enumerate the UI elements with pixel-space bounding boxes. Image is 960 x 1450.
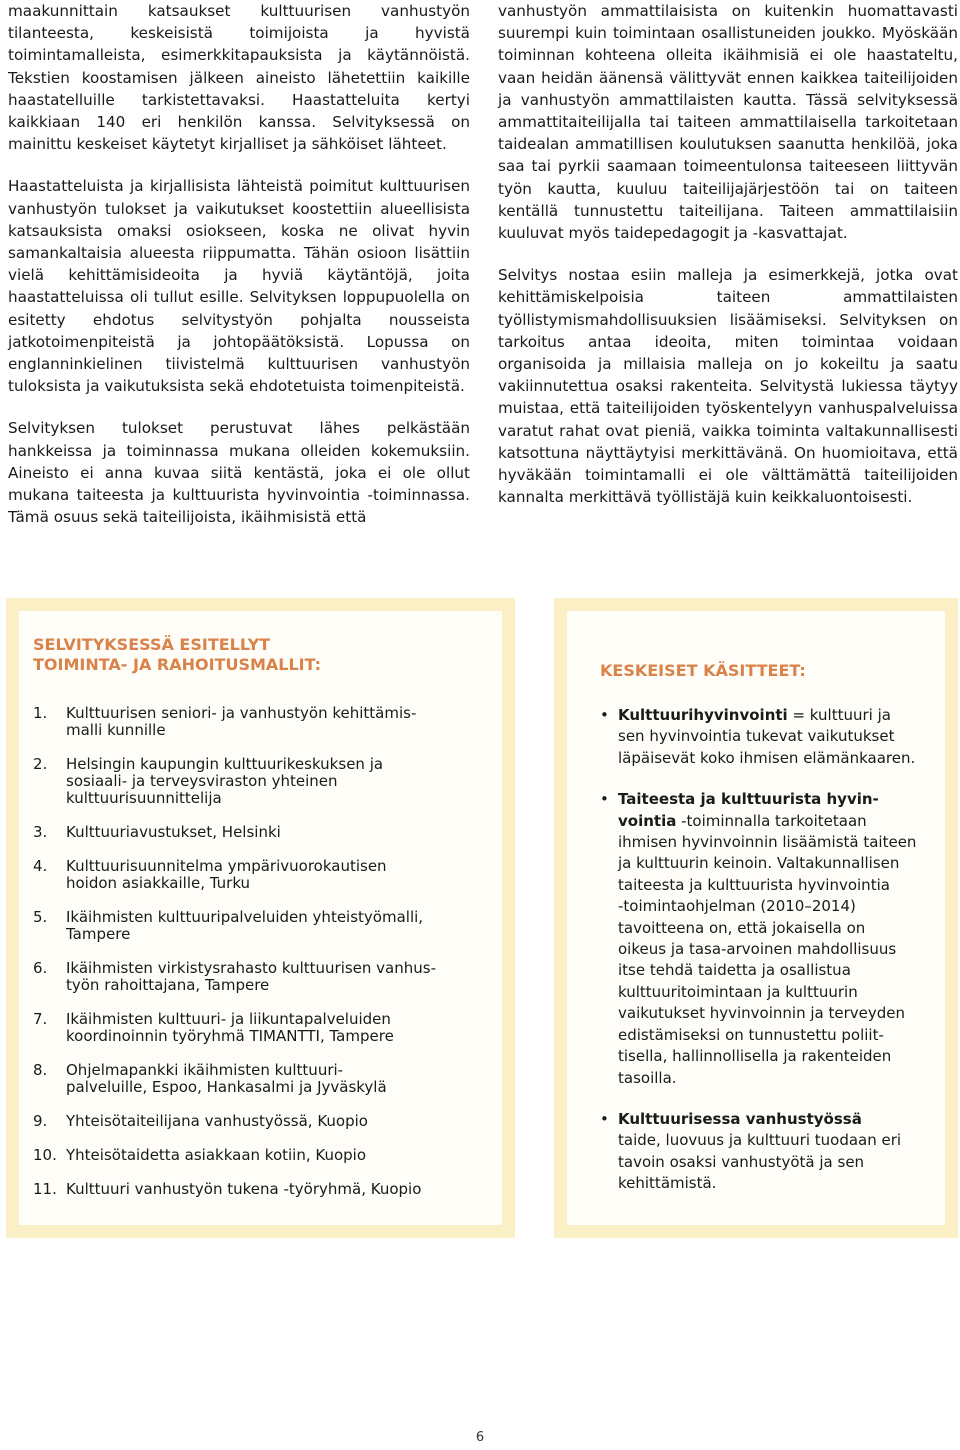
item-text-line: Tampere xyxy=(66,925,131,943)
concept-text: -toiminnalla tarkoitetaan xyxy=(676,811,867,830)
item-text-line: Ikäihmisten virkistysrahasto kulttuurisen vanhus- xyxy=(66,959,436,977)
item-text-line: kulttuurisuunnittelija xyxy=(66,789,222,807)
models-list xyxy=(33,705,488,1198)
item-text xyxy=(66,1113,488,1130)
item-number: 1. xyxy=(33,704,48,722)
paragraph: vanhustyön ammattilaisista on kuitenkin huomattavasti suurempi kuin toimintaan osallistuneiden joukko. Myöskään toiminnan kohteena olleita ikäihmisiä ei ole haastateltu, vaan heidän äänensä välittyvät ennen kaikkea taiteilijoiden ja vanhustyön ammattilaisten kautta. Tässä selvityksessä ammattitaiteilijalla tai taiteen ammattilaisella tarkoitetaan taidealan ammatillisen koulutuksen saanutta henkilöä, joka saa tai pyrkii saamaan toimeentulonsa taiteeseen liittyvän työn kautta, kuuluu taiteilijajärjestöön tai on taiteen kentällä tunnustettu taiteilijana. Taiteen ammattilaisiin kuuluvat myös taidepedagogit ja -kasvattajat. xyxy=(498,2,958,243)
item-number: 10. xyxy=(33,1146,57,1164)
concept-line xyxy=(618,811,931,832)
bullet-icon: • xyxy=(600,1109,609,1128)
concept-term: vointia xyxy=(618,811,677,830)
model-list-item xyxy=(33,1011,488,1045)
bullet-icon: • xyxy=(600,706,609,724)
item-text-line: Yhteisötaidetta asiakkaan kotiin, Kuopio xyxy=(66,1146,367,1164)
item-text-line: Ikäihmisten kulttuuri- ja liikuntapalveluiden xyxy=(66,1010,391,1028)
concept-text: itse tehdä taidetta ja osallistua xyxy=(618,961,851,980)
item-text-line: sosiaali- ja terveysviraston yhteinen xyxy=(66,772,338,790)
concept-term: Kulttuurisessa vanhustyössä xyxy=(618,1109,862,1128)
concept-line xyxy=(618,1109,931,1130)
item-number: 8. xyxy=(33,1061,48,1079)
item-text xyxy=(66,1011,488,1045)
item-text xyxy=(66,1062,488,1096)
concept-text: oikeus ja tasa-arvoinen mahdollisuus xyxy=(618,940,897,959)
item-number: 4. xyxy=(33,857,48,875)
concept-text: edistämiseksi on tunnustettu poliit- xyxy=(618,1025,884,1044)
concept-text: taide, luovuus ja kulttuuri tuodaan eri xyxy=(618,1131,902,1150)
concept-list-item xyxy=(600,705,931,769)
item-text xyxy=(66,909,488,943)
item-text-line: Kulttuurisuunnitelma ympärivuorokautisen xyxy=(66,857,387,875)
model-list-item xyxy=(33,858,488,892)
model-list-item xyxy=(33,1147,488,1164)
paragraph: Selvityksen tulokset perustuvat lähes pelkästään hankkeissa ja toiminnassa mukana olleiden kokemuksiin. Aineisto ei anna kuvaa siitä kentästä, joka ei ole ollut mukana taiteesta ja kulttuurista hyvinvointia -toiminnassa. Tämä osuus sekä taiteilijoista, ikäihmisistä että xyxy=(8,419,470,527)
left-text-column xyxy=(8,0,470,548)
concept-term: Kulttuurihyvinvointi xyxy=(618,706,788,724)
concept-list-item xyxy=(600,1109,931,1195)
concept-list-item xyxy=(600,789,931,1089)
model-list-item xyxy=(33,1113,488,1130)
concept-term: Taiteesta ja kulttuurista hyvin- xyxy=(618,790,879,809)
concept-text: kehittämistä. xyxy=(618,1174,717,1193)
concept-text: tavoitteena on, että jokaisella on xyxy=(618,918,866,937)
item-text-line: Helsingin kaupungin kulttuurikeskuksen ja xyxy=(66,755,384,773)
concept-text: tasoilla. xyxy=(618,1068,677,1087)
concept-text: = kulttuuri ja xyxy=(787,706,891,724)
item-number: 11. xyxy=(33,1180,57,1198)
concept-text: sen hyvinvointia tukevat vaikutukset xyxy=(618,727,895,746)
concept-text: tavoin osaksi vanhustyötä ja sen xyxy=(618,1152,865,1171)
item-number: 7. xyxy=(33,1010,48,1028)
concept-text: tisella, hallinnollisella ja rakenteiden xyxy=(618,1047,892,1066)
item-text xyxy=(66,858,488,892)
item-text xyxy=(66,1181,488,1198)
model-list-item xyxy=(33,824,488,841)
heading-line: SELVITYKSESSÄ ESITELLYT xyxy=(33,635,271,654)
item-text-line: hoidon asiakkaille, Turku xyxy=(66,874,251,892)
paragraph: maakunnittain katsaukset kulttuurisen vanhustyön tilanteesta, keskeisistä toimijoista ja hyvistä toimintamalleista, esimerkkitapauksista ja käytännöistä. Tekstien koostamisen jälkeen aineisto lähetettiin kaikille haastatelluille tarkistettavaksi. Haastatteluita kertyi kaikkiaan 140 eri henkilön kanssa. Selvityksessä on mainittu keskeiset käytetyt kirjalliset ja sähköiset lähteet. xyxy=(8,2,470,154)
item-number: 6. xyxy=(33,959,48,977)
concept-text: ja kulttuurin keinoin. Valtakunnallisen xyxy=(618,854,900,873)
item-text-line: koordinoinnin työryhmä TIMANTTI, Tampere xyxy=(66,1027,394,1045)
model-list-item xyxy=(33,909,488,943)
heading-line: TOIMINTA- JA RAHOITUSMALLIT: xyxy=(33,655,322,674)
item-text-line: Kulttuuri vanhustyön tukena -työryhmä, Kuopio xyxy=(66,1180,422,1198)
item-text xyxy=(66,960,488,994)
item-text-line: palveluille, Espoo, Hankasalmi ja Jyväskylä xyxy=(66,1078,387,1096)
item-number: 3. xyxy=(33,823,48,841)
concept-text: ihmisen hyvinvoinnin lisäämistä taiteen xyxy=(618,833,917,852)
models-box-heading xyxy=(33,635,488,675)
page-number: 6 xyxy=(475,1430,485,1445)
item-number: 9. xyxy=(33,1112,48,1130)
bullet-icon: • xyxy=(600,790,609,809)
paragraph: Selvitys nostaa esiin malleja ja esimerkkejä, jotka ovat kehittämiskelpoisia taiteen ammattilaisten työllistymismahdollisuuksien lisäämiseksi. Selvityksen on tarkoitus antaa ideoita, miten toimintaa voidaan organisoida ja millaisia malleja on jo kokeiltu ja saatu vakiinnutettua osaksi rakenteita. Selvitystä lukiessa täytyy muistaa, että taiteilijoiden työskentelyyn vanhuspalveluissa varatut rahat ovat pieniä, vaikka toiminta valtakunnallisesti katsottuna näyttäytyisi merkittävänä. On huomioitava, että hyväkään toimintamalli ei ole välttämättä taiteilijoiden kannalta merkittävä työllistäjä kuin keikkaluontoisesti. xyxy=(498,266,958,507)
item-text-line: Yhteisötaiteilijana vanhustyössä, Kuopio xyxy=(66,1112,368,1130)
model-list-item xyxy=(33,960,488,994)
concepts-list xyxy=(600,705,931,1195)
concept-line xyxy=(618,705,931,726)
models-box xyxy=(6,598,515,1238)
model-list-item xyxy=(33,756,488,807)
concept-text: kulttuuritoimintaan ja kulttuurin xyxy=(618,982,858,1001)
item-number: 5. xyxy=(33,908,48,926)
paragraph: Haastatteluista ja kirjallisista lähteistä poimitut kulttuurisen vanhustyön tulokset ja vaikutukset koostettiin alueellisista katsauksista omaksi osiokseen, koska ne olivat hyvin samankaltaisia alueesta riippumatta. Tähän osioon lisättiin vielä kehittämisideoita ja hyviä käytäntöjä, joita haastatteluissa oli tullut esille. Selvityksen loppupuolella on esitetty ehdotus selvitystyön pohjalta nousseista jatkotoimenpiteistä ja johtopäätöksistä. Lopussa on englanninkielinen tiivistelmä kulttuurisen vanhustyön tuloksista ja vaikutuksista sekä ehdotetuista toimenpiteistä. xyxy=(8,177,470,396)
item-number: 2. xyxy=(33,755,48,773)
concept-text: vaikutukset hyvinvoinnin ja terveyden xyxy=(618,1004,905,1023)
item-text xyxy=(66,824,488,841)
concept-text: -toimintaohjelman (2010–2014) xyxy=(618,897,856,916)
model-list-item xyxy=(33,1062,488,1096)
item-text xyxy=(66,1147,488,1164)
concepts-box xyxy=(554,598,958,1238)
item-text-line: malli kunnille xyxy=(66,721,166,739)
item-text-line: Ohjelmapankki ikäihmisten kulttuuri- xyxy=(66,1061,344,1079)
item-text-line: työn rahoittajana, Tampere xyxy=(66,976,270,994)
concept-text: taiteesta ja kulttuurista hyvinvointia xyxy=(618,875,890,894)
item-text xyxy=(66,705,488,739)
item-text xyxy=(66,756,488,807)
item-text-line: Kulttuuriavustukset, Helsinki xyxy=(66,823,281,841)
item-text-line: Ikäihmisten kulttuuripalveluiden yhteistyömalli, xyxy=(66,908,424,926)
concept-text: läpäisevät koko ihmisen elämänkaaren. xyxy=(618,748,916,767)
item-text-line: Kulttuurisen seniori- ja vanhustyön kehittämis- xyxy=(66,704,417,722)
model-list-item xyxy=(33,705,488,739)
right-text-column xyxy=(498,0,958,528)
concepts-box-heading: KESKEISET KÄSITTEET: xyxy=(600,661,806,680)
model-list-item xyxy=(33,1181,488,1198)
